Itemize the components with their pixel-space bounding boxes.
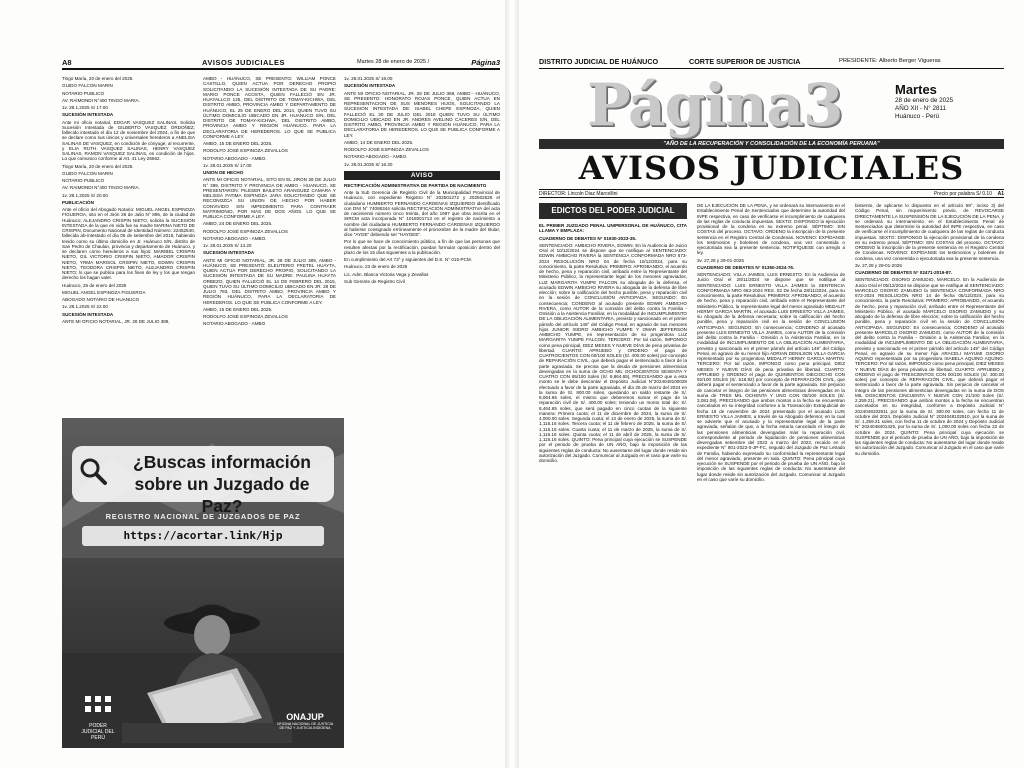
notice-heading: UNION DE HECHO	[203, 170, 244, 175]
notice-paragraph: Tingo María, 20 de enero del 2025.	[62, 163, 134, 169]
ad-url: https://acortar.link/Hjp	[82, 526, 324, 546]
superior-court: CORTE SUPERIOR DE JUSTICIA	[689, 57, 801, 66]
director-name: DIRECTOR: Lincoln Diaz Marcellini	[539, 191, 618, 197]
notice-paragraph: AMBO - HUÁNUCO, SE PRESENTO: WILLIAM PONCE CASTILLO, QUIEN ACTUA POR DERECHO PROPIO SOLICITANDO LA SUCESIÓN INTESTADA DE SU PADRE: MARIO PONCE ACOSTA, QUIEN FALLECIÓ EN JR. HUAYALLCO 125, DEL DISTRITO DE TOMAY-KICHWA, DEL DISTRITO AMBO, PROVINCIA AMBO Y DEPARTAMENTO DE HUÁNUCO, EL 25 DE ENERO DEL 2014, QUIEN TUVO SU ÚLTIMO DOMICILIO UBICADO EN JR. HUANUCO S/N, DEL DISTRITO DE TOMAY-KICHWA, DEL DISTRITO AMBO, PROVINCIA AMBO Y REGIÓN HUÁNUCO. PARA LA DECLARATORIA DE HEREDEROS. LO QUE SE PUBLICA CONFORME A LEY.	[203, 76, 336, 139]
notice-heading: CUADERNO DE DEBATES N° 01350-2024-76.	[697, 264, 795, 270]
notice-paragraph: 1v. 28.01.2025 S/ 14.20	[203, 243, 252, 248]
notice-paragraph: 3v. 27,28 y 29-01-2025	[855, 262, 902, 268]
issue-city: Huánuco - Perú	[895, 113, 940, 120]
onajup-logo	[276, 712, 334, 730]
notice-paragraph: MIGUEL ANGEL ESPINOZA FIGUEROA	[62, 289, 146, 295]
issue-info	[895, 82, 1005, 121]
notice-paragraph: NOTARIO PUBLICO	[62, 178, 105, 183]
notice-paragraph: Ante la Sub Gerencia de Registro Civil de la Municipalidad Provincial de Huánuco, con expediente Registro N° 202501272 y 202502526 el ciudadano HUMBERTO FERNANDO CARDENAS IZQUIERDO identificado con DNI N° 74086344 solicita RECTIFICACIÓN ADMINISTRATIVA del acta de nacimiento número cinco treinta, del año 1997 que obra inscrita en el SIRCM acta incorporada N° 1018001713 en el registro de nacimiento a nombre del ciudadano HUMBERTO FERNANDO CÁRDENAS IZQUIERDO al haberse consignado erróneamente el pronombre de la madre del titular, dice "AYDE" debiendo ser "HAYDEE".	[344, 190, 500, 237]
newspaper-masthead: Página3	[587, 71, 843, 139]
notice-paragraph: NOTARIO ABOGADO - AMBO.	[203, 155, 267, 161]
right-column-1-body	[539, 223, 687, 463]
notice-paragraph: bimiento, de aplicarse lo dispuesto en el artículo 59°, inciso 3) del Código Penal, sin requerimiento previo, de REVOCARSE DIRECTAMENTE LA SUSPENSIÓN DE LA EJECUCIÓN DE LA PENA, y se ordenará su internamiento en el Establecimiento Penal de Sentenciados que determine la autoridad del INPE respectiva, en caso de verificarse el incumplimiento de cualquiera de las reglas de conducta impuestas. SEXTO: DISPONGO la ejecución provisional de la condena en su extremo penal. SÉPTIMO: SIN COSTAS del proceso. OCTAVO: ORDENO la inscripción de la presente sentencia en el Registro Central de Condenas. NOVENO: EXPÍDANSE los testimonios y boletines de condena, una vez consentida o ejecutoriada sea la presente sentencia.	[855, 203, 1004, 261]
page-title: AVISOS JUDICIALES	[578, 149, 965, 187]
notice-paragraph: 1v. 28.01.2025 S/ 16.00	[344, 76, 393, 81]
notice-paragraph: NOTARIO ABOGADO - AMBO.	[203, 235, 267, 241]
issue-day: Martes	[895, 82, 937, 97]
notice-heading: EL PRIMER JUZGADO PENAL UNIPERSONAL DE HUÁNUCO, CITA LLAMA Y EMPLAZA:	[539, 223, 687, 234]
notice-paragraph: En cumplimiento del Art 73° y siguientes del D.S. N° 015-PCM.	[344, 257, 473, 262]
notice-paragraph: SENTENCIADO: VILLA JAIMES, LUIS ERNESTO. En la Audiencia de Juicio Oral el 28/11/2024 se dispone que se notifique al SENTENCIADO: LUIS ERNESTO VILLA JAIMES la SENTENCIA CONFORMADA NRO 663-2024 RES. 03 De fecha 28/11/2024, para su conocimiento, la parte Resolutiva: PRIMERO: APROBANDO, el acuerdo de hecho, pena y reparación civil, arribado entre el Representante del Ministerio Público, la representante legal del menor agraviado MEDALIT HERMY GARCIA MARTIN, el acusado LUIS ERNESTO VILLA JAIMES, su Abogado de la defensa necesaria; sobre la calificación del hecho punible, pena y reparación civil en la sesión de CONCLUSIÓN ANTICIPADA. SEGUNDO: En consecuencia; CONDENO al acusado presente LUIS ERNESTO VILLA JAIMES, como AUTOR de la comisión del delito contra la Familia - Omisión a la Asistencia Familiar, en la modalidad de INCUMPLIMIENTO DE LA OBLIGACIÓN ALIMENTARIA, previsto y sancionado en el primer párrafo del artículo 149° del Código Penal, en agravio de su menor hijo ADRIAN DENILSON VILLA GARCIA representado por su progenitora MEDALIT HERMY GARCIA MARTIN. TERCERO: Por tal razón, IMPONGO como pena principal, DIEZ MESES Y NUEVE DÍAS de pena privativa de libertad. CUARTO: APRUEBO y ORDENO el pago de QUINIENTOS DIECIOCHO CON 92/100 SOLES (S/. 518.92) por concepto de REPARACIÓN CIVIL, que deberá pagar el sentenciado a favor de la parte agraviada. Sin perjuicio de cancelar el íntegro de las pensiones alimenticias devengadas en la suma de TRES MIL OCHENTA Y UNO CON 08/100 SOLES (S/. 3,081.08). PRECISANDO que ambos montos a la fecha se encuentran cancelados en su integridad conforme a la Transacción Extrajudicial de fecha 19 de noviembre de 2024 presentado por el acusado LUIS ERNESTO VILLA JAIMES, a través de su Abogado defensor, en la cual se advierte que el acusado y la representante legal de la parte agraviada, señalan de que, a la fecha estaría cancelado el íntegro de las pensiones alimenticias devengadas más la reparación civil, correspondiente al periodo de liquidación de pensiones alimenticias devengadas setiembre del 2022 a marzo del 2023, recaído en el expediente N° 801-2022-0-JP-FC, seguido del Juzgado de Paz Letrado de Familia, habiendo expresado su conformidad la representante legal del menor agraviado, presente en sala. QUINTO: Pena principal cuya ejecución se SUSPENDE por el periodo de prueba de UN AÑO, bajo la imposición de las siguientes reglas de conducta: No ausentarse del lugar donde reside sin autorización del Juzgado. Comunicar al Juzgado en el caso que varíe su domicilio.	[697, 272, 845, 482]
notice-paragraph: 1v. 28.01.2025 S/ 16.20	[344, 161, 393, 167]
notice-paragraph: Por lo que se hace de conocimiento público, a fin de que las personas que resulten afectas por la rectificación, puedan formular oposición dentro del plazo de los 15 días siguientes a la publicación.	[344, 239, 500, 255]
notice-paragraph: ANTE MI OFICIO NOTARIAL, SITO EN EL JIRON 28 DE JULIO N° 389, DISTRITO Y PROVINCIA DE AMBO - HUANUCO, SE PRESENTARON: PILESER BAILETO ARANGUEZ CAMARA Y MELISSA FATIMA ESPINOZA JARA SOLICITANDO QUE SE RECONOZCA SU UNION DE HECHO POR HABER CONVIVIDO SIN IMPEDIMENTO PARA CONTRAER MATRIMONIO, POR MAS DE DOS AÑOS. LO QUE SE PUBLICA CONFORME A LEY.	[203, 177, 336, 219]
notice-paragraph: NOTARIO ABOGADO - AMBO	[203, 321, 266, 327]
issue-number: AÑO XII - N° 2811	[895, 105, 947, 112]
ad-headline-box	[72, 446, 334, 516]
notice-paragraph: ANTE MI OFICIO NOTARIAL, JR. 28 DE JULIO 389,	[62, 318, 170, 324]
notice-paragraph: RODOLFO JOSÉ ESPINOZA ZEVALLOS	[203, 148, 288, 154]
right-page-number: A1	[997, 191, 1004, 197]
poder-judicial-logo	[78, 694, 118, 741]
notice-paragraph: GUIDO FALCON MARIN	[62, 170, 113, 176]
notice-heading: CUADERNO DE DEBATES N° 02471-2019-87.	[855, 270, 953, 275]
notice-paragraph: Huánuco, 25 de enero del 2025	[62, 282, 127, 288]
director-bar	[539, 189, 1004, 198]
price-per-word: Precio por palabra S/ 0.10	[933, 191, 992, 197]
notice-paragraph: AMBO, 15 DE ENERO DEL 2025.	[203, 141, 273, 146]
right-column-2	[697, 203, 845, 755]
notice-heading: SUCESIÓN INTESTADA	[203, 250, 255, 256]
left-brand: Página3	[471, 58, 500, 67]
notice-paragraph: 1v. 28.01.2025 S/ 17.00	[203, 162, 252, 168]
notice-paragraph: RODOLFO JOSÉ ESPINOZA ZEVALLOS	[344, 147, 429, 152]
notice-paragraph: RODOLFO JOSÉ ESPINOZA ZEVALLOS	[203, 314, 288, 319]
notice-paragraph: ANTE MI OFICIO NOTARIAL, JR. 28 DE JULIO 389, AMBO - HUÁNUCO, SE PRESENTO: HONORATO ROJAS PONCE, QUIEN ACTUA EN REPRESENTACION DE SUS MENORES HIJOS, SOLICITANDO LA SUCESIÓN INTESTADA DE: ISABEL CHEPE ESPINOZA, QUIEN FALLECIÓ EL 30 DE JULIO DEL 2018 QUIEN TUVO SU ÚLTIMO DOMICILIO UBICADO EN JR. ANDRES AVELINO CACERES S/N, DEL DISTRITO AMBO, PROVINCIA AMBO Y REGIÓN HUÁNUCO, PARA LA DECLARATORIA DE HEREDEROS. LO QUE SE PUBLICA CONFORME A LEY.	[344, 90, 500, 138]
left-page-header	[62, 58, 500, 70]
left-column-1	[62, 76, 195, 409]
notice-paragraph: NOTARIO PUBLICO	[62, 90, 105, 96]
notice-paragraph: Huánuco, 23 de enero de 2025	[344, 264, 408, 270]
notice-paragraph: 3v. 27,28 y 29-01-2025	[697, 257, 744, 263]
notice-heading: SUCESIÓN INTESTADA	[62, 311, 114, 317]
notice-paragraph: NOTARIO ABOGADO - AMBO.	[344, 154, 408, 160]
onajup-sublabel: OFICINA NACIONAL DE JUSTICIA DE PAZ Y JUSTICIA INDÍGENA	[276, 722, 334, 730]
poder-judicial-label: PODER JUDICIAL DEL PERÚ	[81, 723, 115, 741]
notice-heading: PUBLICACIÓN	[62, 199, 94, 205]
notice-paragraph: ANTE MI OFICIO NOTARIAL, JR. 28 DE JULIO 389, AMBO - HUÁNUCO, SE PRESENTÓ: ELEUTERIO FRETEL HUAYTA, QUIEN ACTUA POR DERECHO PROPIO, SOLICITANDO LA SUCESIÓN INTESTADA DE SU MADRE: PAULINA HUAYTA ORBEZO, QUIEN FALLECIÓ EL 14 DE FEBRERO DEL 2015, QUIEN TUVO SU ÚLTIMO DOMICILIO UBICADO EN JR. 28 DE JULIO 783, DEL DISTRITO AMBO, PROVINCIA AMBO Y REGIÓN HUÁNUCO, PARA LA DECLARATORIA DE HEREDEROS. LO QUE SE PUBLICA CONFORME A LEY.	[203, 257, 336, 305]
notice-paragraph: Tingo María, 20 de enero del 2025.	[62, 76, 134, 81]
notice-paragraph: GUIDO FALCON MARIN	[62, 83, 113, 89]
judicial-district: DISTRITO JUDICIAL DE HUÁNUCO	[539, 57, 659, 66]
notice-paragraph: AV. RAIMONDI N°400 TINGO MARIA.	[62, 97, 140, 103]
court-president: PRESIDENTE: Alberto Berger Vigueras	[839, 58, 941, 64]
notice-paragraph: Lic. Adm. Blanca Victoria Vega y Zevallos	[344, 271, 429, 277]
search-icon	[78, 456, 108, 486]
left-date-line: Martes 28 de enero de 2025 /	[357, 59, 430, 65]
notice-paragraph: RODOLFO JOSÉ ESPINOZA ZEVALLOS	[203, 228, 288, 234]
page-gutter	[505, 0, 519, 768]
notice-paragraph: 1v. 28.1.2025 S/ 20.00	[62, 192, 108, 198]
left-page-number: A8	[62, 58, 72, 67]
ad-title: ¿Buscas información sobre un Juzgado de Paz?	[133, 452, 311, 516]
onajup-label: ONAJUP	[286, 712, 324, 722]
notice-paragraph: AV. RAIMONDI N°400 TINGO MARIA.	[62, 185, 140, 191]
ad-registry-label: REGISTRO NACIONAL DE JUZGADOS DE PAZ	[105, 512, 301, 521]
notice-paragraph: AMBO, 24 DE ENERO DEL 2025.	[203, 221, 273, 227]
edicts-header: EDICTOS DEL PODER JUDICIAL	[539, 203, 687, 219]
right-page-topline	[539, 57, 1004, 69]
section-bar: AVISO	[344, 171, 500, 180]
notice-paragraph: 1v. 28.1.2025 S/ 17.00	[62, 105, 108, 110]
notice-paragraph: 1v. 28.1.2025 S/ 22.00	[62, 304, 108, 310]
notice-paragraph: ABOGADO NOTARIO DE HUANUCO	[62, 297, 140, 302]
left-column-3	[344, 76, 500, 409]
left-section-title: AVISOS JUDICIALES	[202, 58, 285, 67]
notice-paragraph: DE LA EJECUCIÓN DE LA PENA, y se ordenará su internamiento en el Establecimiento Penal de Sentenciados que determine la autoridad del INPE respectiva, en caso de verificarse el incumplimiento de cualquiera de las reglas de conducta impuestas. SEXTO: DISPONGO la ejecución provisional de la condena en su extremo penal. SÉPTIMO: SIN COSTAS del proceso. OCTAVO: ORDENO la inscripción de la presente sentencia en el Registro Central de Condenas. NOVENO: EXPÍDANSE los testimonios y boletines de condena, una vez consentida o ejecutoriada sea la presente sentencia. NOTIFÍQUESE con arreglo a ley.	[697, 203, 845, 256]
notice-heading: SUCESIÓN INTESTADA	[344, 83, 396, 89]
year-slogan: "AÑO DE LA RECUPERACIÓN Y CONSOLIDACIÓN DE LA ECONOMÍA PERUANA"	[539, 139, 1004, 149]
notice-paragraph: SENTENCIADO: AMBICHO RIVERA, EDWIN. En la Audiencia de Juicio Oral el 10/12/2024 se dispone que se notifique al SENTENCIADO: EDWIN AMBICHO RIVERA la SENTENCIA CONFORMADA NRO 673-2024 RESOLUCIÓN NRO 04 de fecha 10/12/2024, para su conocimiento, la parte Resolutiva: PRIMERO: APROBANDO, el acuerdo de hecho, pena y reparación civil, arribado entre la Representante del Ministerio Público, la representante legal de los menores agraviados, LUZ MARGARITA YUMPE FALCON su abogada de la defensa, el acusado EDWIN AMBICHO RIVERA su abogada de la defensa de libre elección; sobre la calificación del hecho punible, pena y reparación civil en la sesión de CONCLUSIÓN ANTICIPADA. SEGUNDO: En consecuencia; CONDENO al acusado presente EDWIN AMBICHO RIVERA, como AUTOR de la comisión del delito contra la Familia - Omisión a la Asistencia Familiar, en la modalidad de INCUMPLIMIENTO DE LA OBLIGACIÓN ALIMENTARIA, previsto y sancionado en el primer párrafo del artículo 149° del Código Penal, en agravio de sus menores hijos JUNIOR ISIDRO AMBICHO YUMPE Y OMAR JEFFERSON AMBICHO YUMPE, en representación de su progenitora LUZ MARGARITA YUMPE FALCON. TERCERO: Por tal razón, IMPONGO como pena principal, DIEZ MESES Y NUEVE DÍAS de pena privativa de libertad. CUARTO: APRUEBO y ORDENO el pago de CUATROCIENTOS CON 00/100 SOLES (S/. 400.00 soles) por concepto de REPARACIÓN CIVIL, que deberá pagar el sentenciado a favor de la parte agraviada. Se precisa que la deuda de pensiones alimenticias devengadas en la suma de OCHO MIL OCHOCIENTOS SESENTA Y CUATRO CON 65/100 Soles (S/. 8,864.65), PRECISANDO que a esta monto se le debe descontar el Depósito Judicial N°2024048100028 efectuado a favor de la parte agraviada, el día 25 de marzo del 2024 en la suma de S/. 800.00 soles, quedando un saldo restante de S/. 8,064.65 soles, el mismo que deberemos sumar el pago de la reparación civil de S/. 400.00 soles; teniendo un monto total de: S/. 8,464.65 soles, que será pagado en cinco cuotas de la siguiente manera: Primera cuota; el 11 de diciembre de 2024, la suma de S/. 4,000.00 soles. Segunda cuota; el 13 de enero de 2025, la suma de S/. 1,116.16 soles. Tercera cuota; el 11 de febrero de 2025, la suma de S/. 1,116.16 soles. Cuarta cuota; el 11 de marzo de 2025, la suma de S/. 1,116.16 soles. Quinta cuota; el 11 de abril de 2025, la suma de S/. 1,116.16 soles. QUINTO: Pena principal cuya ejecución se SUSPENDE por el periodo de prueba de UN AÑO, bajo la imposición de las siguientes reglas de conducta: No ausentarse del lugar donde reside sin autorización del Juzgado. Comunicar al Juzgado en el caso que varíe su domicilio.	[539, 242, 687, 463]
notice-paragraph: Sub Gerente de Registro Civil	[344, 278, 405, 284]
notice-heading: SUCESIÓN INTESTADA	[62, 112, 114, 118]
left-column-2	[203, 76, 336, 409]
notice-paragraph: SENTENCIADO: OSORIO ZAMUDIO, MARCELO. En la Audiencia de Juicio Oral el 05/12/2024 se dispone que se notifique al SENTENCIADO: MARCELO OSORIO ZAMUDIO la SENTENCIA CONFORMADA NRO 672-2024 RESOLUCIÓN NRO 14 de fecha 05/12/2024, para su conocimiento, la parte Resolutiva: PRIMERO: APROBANDO, el acuerdo de hecho, pena y reparación civil, arribado entre el Representante del Ministerio Público, el acusado MARCELO OSORIO ZAMUDIO y su abogado de la defensa de libre elección; sobre la calificación del hecho punible, pena y reparación civil en la sesión de CONCLUSIÓN ANTICIPADA. SEGUNDO: En consecuencia; CONDENO al acusado presente MARCELO OSORIO ZAMUDIO, como AUTOR de la comisión del delito contra la Familia - Omisión a la Asistencia Familiar, en la modalidad de INCUMPLIMIENTO DE LA OBLIGACIÓN ALIMENTARIA, previsto y sancionado en el primer párrafo del artículo 149° del Código Penal, en agravio de su menor hija ARACELI MAYUMI OSORIO AQUINO representada por su progenitora ISABELA AQUINO AQUINO. TERCERO: Por tal razón, IMPONGO como pena principal, DIEZ MESES Y NUEVE DÍAS de pena privativa de libertad. CUARTO: APRUEBO y ORDENO el pago de TRESCIENTOS CON 00/100 SOLES (S/. 300.00 soles) por concepto de REPARACIÓN CIVIL, que deberá pagar el sentenciado a favor de la parte agraviada. Sin perjuicio de cancelar el íntegro de las pensiones alimenticias devengadas en la suma de DOS MIL DOSCIENTOS CINCUENTA Y NUEVE CON 21/100 Soles (S/. 2,259.21). PRECISANDO que ambos montos a la fecha se encuentran cancelados en su integridad, conforme a Depósito Judicial N° 2024048102911 por la suma de S/. 300.00 soles, con fecha 11 de octubre del 2024, Depósito Judicial N° 2024048102910, por la suma de S/. 1,259.21 soles, con fecha 11 de octubre de 2024 y Depósito Judicial N° 2024048401425, por la suma de S/. 1,000.00 soles con fecha 22 de octubre de 2024. QUINTO: Pena principal cuya ejecución se SUSPENDE por el periodo de prueba de UN AÑO, bajo la imposición de las siguientes reglas de conducta: No ausentarse del lugar donde reside sin autorización del Juzgado. Comunicar al Juzgado en el caso que varíe su domicilio.	[855, 277, 1004, 456]
notice-heading: RECTIFICACIÓN ADMINISTRATIVA DE PARTIDA DE NACIMIENTO	[344, 182, 487, 188]
issue-date: 28 de enero de 2025	[895, 97, 954, 104]
paz-court-advertisement	[62, 418, 344, 748]
notice-paragraph: AMBO, 14 DE ENERO DEL 2025.	[344, 139, 414, 145]
right-column-1	[539, 203, 687, 755]
notice-heading: CUADERNO DE DEBATES N° 01930-2023-35.	[539, 235, 637, 241]
right-column-3	[855, 203, 1004, 755]
notice-paragraph: Ante mi oficio notarial, EDGAR VASQUEZ SALINAS, Solicita Sucesión Intestada de GILBERTO VASQUEZ ORDOÑEZ, fallecido intestado el día 12 de noviembre del 2024, a fin de que se declare como sus únicos y universales herederos a ANELISA SALINAS DE VASQUEZ, en condición de cónyuge, al recurrente, y ELIA RUTH VASQUEZ SALINAS, HENRY VASQUEZ SALINAS, RAMON VASQUEZ SALINAS, en condición de hijos. Lo que comunico conforme al Art. 41 Ley 26662.	[62, 119, 195, 162]
notice-paragraph: Ante el oficio del Abogado Notario: MIGUEL ANGEL ESPINOZA FIGUEROA, sito en el Jirón 28 de Julio N° 895, de la ciudad de Huánuco; ALEJANDRO CRISPIN NIETO, solicita la SUCESIÓN INTESTADA de la que en vida fue su madre MARINA NIETO DE CRISPIN, Documento Nacional de Identidad Número: 22452540, fallecida ab-intestado el día 05 de setiembre del 2018, habiendo tenido como su último domicilio en Jr. Huánuco S/N, distrito de San Pedro de Chaulan, provincia y departamento de Huánuco, y se declaren como herederos a sus hijos: MARIBEL CRISPIN NIETO, GIL VICTORIO CRISPIN NIETO, AMADOR CRISPIN NIETO, YRMA MARISOL CRISPIN NIETO, EDWIN CRISPIN NIETO, TEODORA CRISPIN NIETO, ALEJANDRO CRISPIN NIETO; lo que se publica para los fines de ley y los que tengan derecho los hagan valer.	[62, 207, 195, 281]
poder-judicial-emblem-icon	[83, 694, 113, 716]
notice-paragraph: AMBO, 15 DE ENERO DEL 2025.	[203, 306, 273, 312]
